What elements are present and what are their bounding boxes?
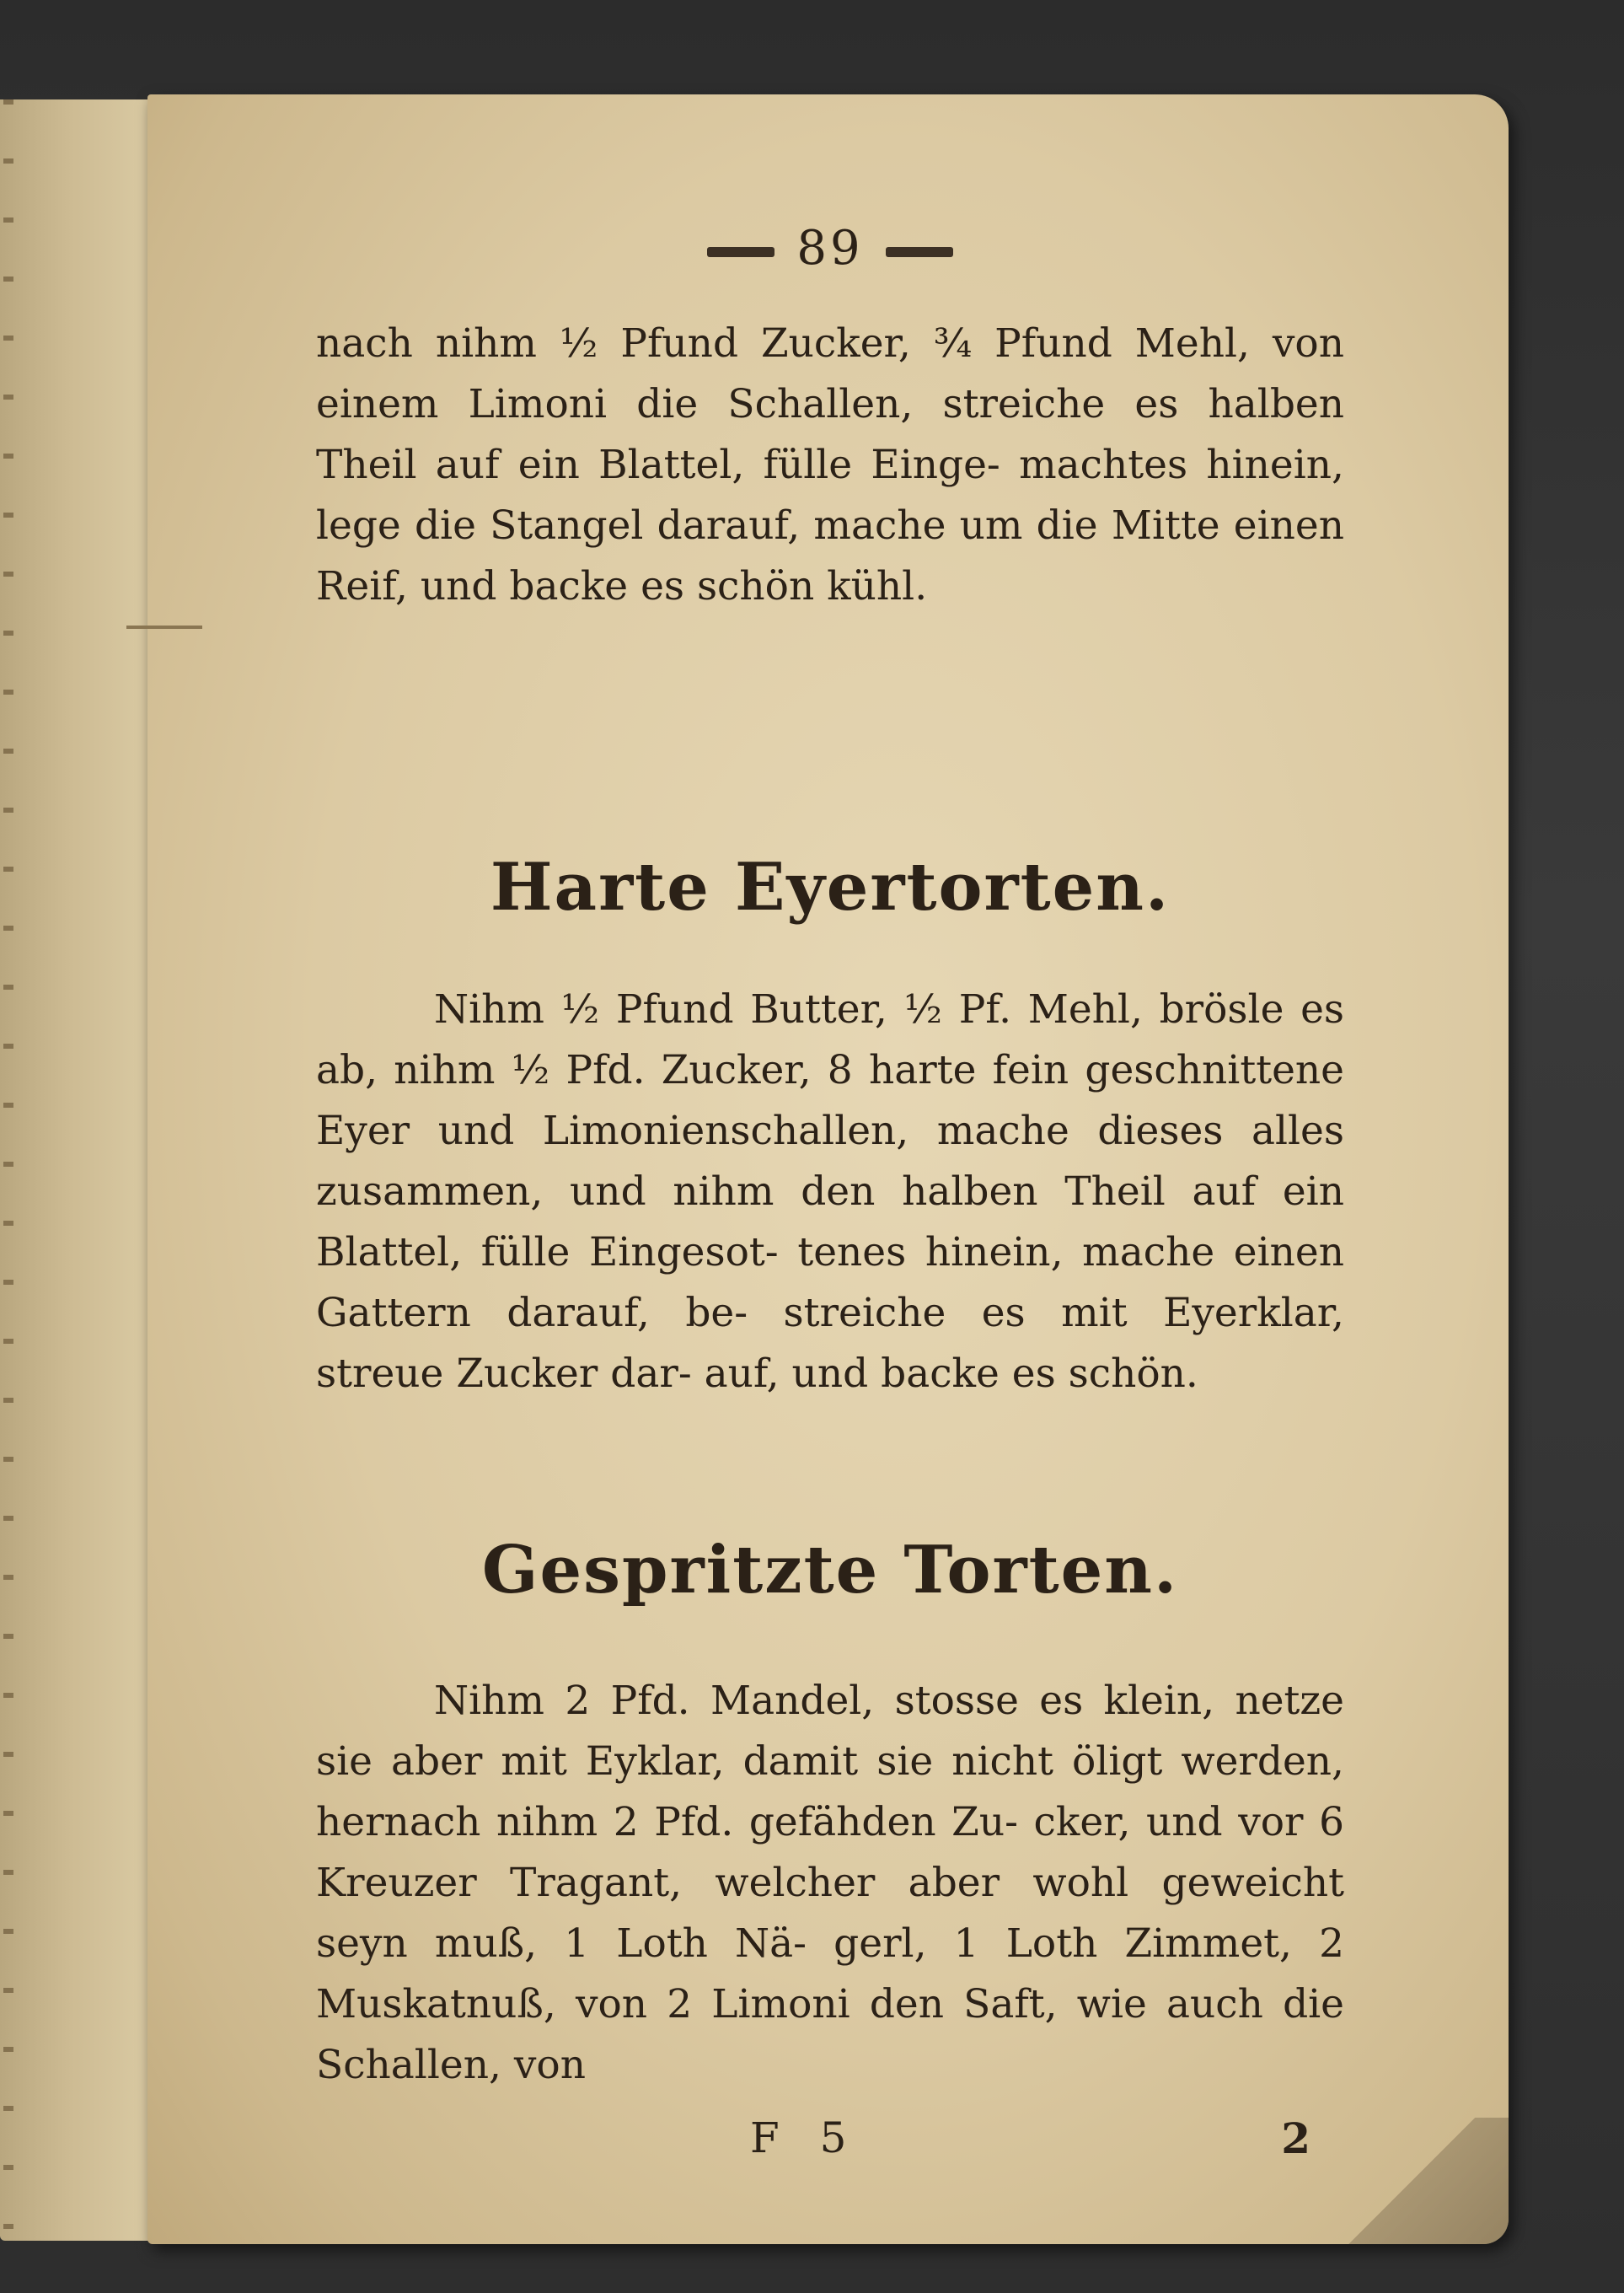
page-number-header [316,221,1344,276]
catchword: 2 [1281,2113,1310,2163]
page-content [316,221,1344,2163]
book-page [147,94,1509,2244]
bookmark-thread [126,626,202,629]
page-footer [316,2113,1344,2172]
folio-rule-left [707,247,774,257]
page-edge-marks [3,99,13,2241]
paragraph-harte-eyertorten: Nihm ½ Pfund Butter, ½ Pf. Mehl, brösle es ab, nihm ½ Pfd. Zucker, 8 harte fein geschnittene Eyer und Limonienschallen, mache dieses alles zusammen, und nihm den halben Theil auf ein Blattel, fülle Eingesot- tenes hinein, mache einen Gattern darauf, be- streiche es mit Eyerklar, streue Zucker dar- auf, und backe es schön. [316,986,1344,1397]
page-number: 89 [796,221,864,276]
folio-rule-right [886,247,953,257]
heading-harte-eyertorten: Harte Eyertorten. [490,849,1171,926]
paragraph-gespritzte-torten: Nihm 2 Pfd. Mandel, stosse es klein, netze sie aber mit Eyklar, damit sie nicht öligt werden, hernach nihm 2 Pfd. gefähden Zu- cker, und vor 6 Kreuzer Tragant, welcher aber wohl geweicht seyn muß, 1 Loth Nä- gerl, 1 Loth Zimmet, 2 Muskatnuß, von 2 Limoni den Saft, wie auch die Schallen, von [316,1678,1344,2088]
signature-mark: F 5 [750,2113,860,2162]
paragraph-continuation: nach nihm ½ Pfund Zucker, ¾ Pfund Mehl, von einem Limoni die Schallen, streiche es halben Theil auf ein Blattel, fülle Einge- machtes hinein, lege die Stangel darauf, mache um die Mitte einen Reif, und backe es schön kühl. [316,320,1344,609]
heading-gespritzte-torten: Gespritzte Torten. [481,1532,1179,1608]
